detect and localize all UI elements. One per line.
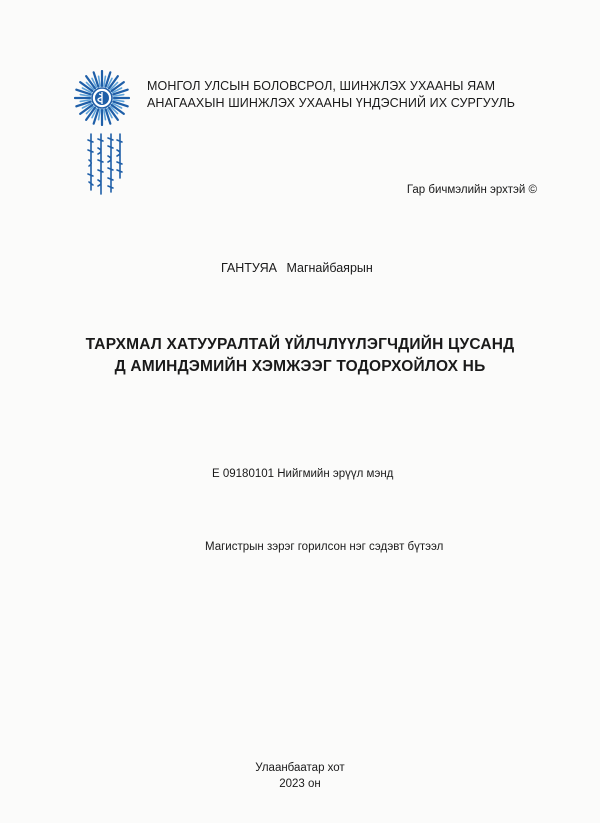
author-first-name: ГАНТУЯА [221, 261, 277, 275]
organization-header [147, 78, 515, 112]
author-last-name: Магнайбаярын [286, 261, 373, 275]
thesis-title-line-1: ТАРХМАЛ ХАТУУРАЛТАЙ ҮЙЛЧЛҮҮЛЭГЧДИЙН ЦУСАНД [85, 336, 515, 353]
mongolian-script-emblem [83, 130, 125, 198]
place-and-year [0, 760, 600, 792]
university-logo [74, 70, 130, 126]
copyright-notice: Гар бичмэлийн эрхтэй © [406, 184, 537, 196]
year: 2023 он [279, 778, 321, 790]
degree-statement: Магистрын зэрэг горилсон нэг сэдэвт бүтээл [205, 541, 444, 553]
university-name: АНАГААХЫН ШИНЖЛЭХ УХААНЫ ҮНДЭСНИЙ ИХ СУРГУУЛЬ [147, 96, 516, 110]
specialty-code: Е 09180101 Нийгмийн эрүүл мэнд [212, 468, 394, 480]
place: Улаанбаатар хот [255, 762, 345, 774]
thesis-title-line-2: Д АМИНДЭМИЙН ХЭМЖЭЭГ ТОДОРХОЙЛОХ НЬ [114, 358, 486, 375]
author-name [221, 261, 373, 275]
ministry-name: МОНГОЛ УЛСЫН БОЛОВСРОЛ, ШИНЖЛЭХ УХААНЫ ЯАМ [147, 79, 496, 93]
thesis-title [0, 334, 600, 378]
